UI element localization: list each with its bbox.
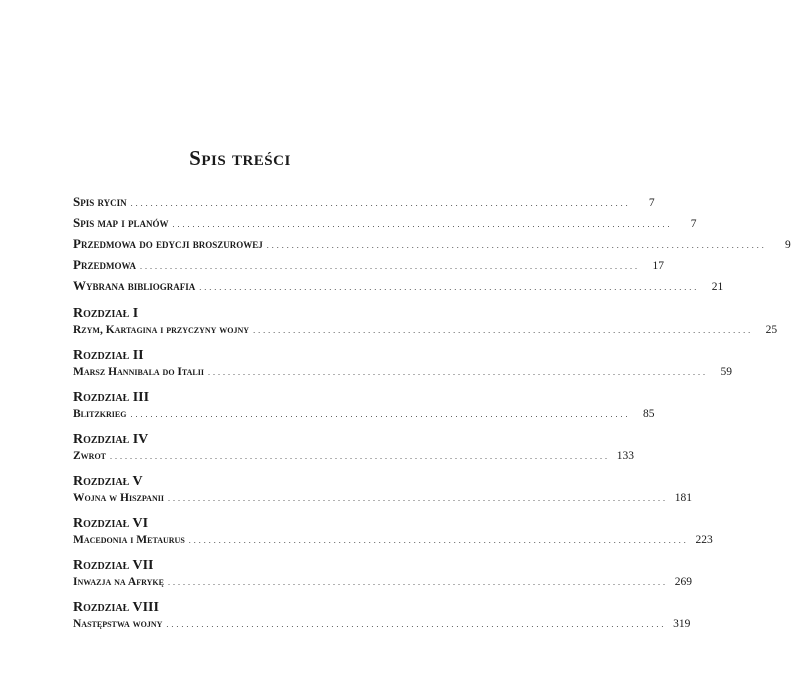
chapter-subtitle-line — [73, 364, 732, 381]
chapter-heading: Rozdział VII — [73, 558, 154, 573]
chapter-subtitle: Zwrot — [73, 450, 107, 462]
chapter-page: 181 — [674, 492, 692, 504]
chapter-heading: Rozdział IV — [73, 432, 149, 447]
chapter-entry — [73, 473, 692, 507]
chapter-subtitle-line — [73, 616, 691, 633]
chapter-heading: Rozdział II — [73, 348, 144, 363]
toc-entry-page: 7 — [690, 218, 697, 230]
chapter-heading: Rozdział I — [73, 306, 139, 321]
chapter-heading: Rozdział III — [73, 390, 150, 405]
chapter-subtitle: Macedonia i Metaurus — [73, 534, 185, 546]
toc-entry — [73, 234, 791, 255]
chapter-page: 269 — [674, 576, 692, 588]
chapter-entry — [73, 431, 635, 465]
chapter-page: 25 — [765, 324, 778, 336]
leader-dots: .................................................................................................... — [188, 536, 689, 545]
chapter-subtitle-line — [73, 406, 655, 423]
chapter-entry — [73, 599, 691, 633]
leader-dots: .................................................................................................... — [253, 326, 754, 335]
chapter-subtitle-line — [73, 574, 692, 591]
toc-entry-page: 21 — [711, 281, 724, 293]
leader-dots: .................................................................................................... — [166, 620, 667, 629]
chapter-page: 133 — [616, 450, 635, 462]
chapter-page: 319 — [673, 618, 691, 630]
leader-dots: .................................................................................................... — [266, 241, 767, 250]
leader-dots: .................................................................................................... — [110, 452, 611, 461]
page-title: Spis treści — [189, 146, 291, 170]
leader-dots: .................................................................................................... — [208, 368, 708, 377]
toc-entry-label: Spis map i planów — [73, 215, 169, 230]
toc-entry-page: 7 — [648, 197, 655, 209]
chapter-page: 85 — [642, 408, 655, 420]
toc-entry — [73, 213, 697, 234]
chapter-subtitle-line — [73, 448, 635, 465]
chapter-subtitle: Następstwa wojny — [73, 618, 163, 630]
leader-dots: .................................................................................................... — [130, 199, 631, 208]
toc-entry-label: Wybrana bibliografia — [73, 278, 196, 293]
chapter-entry — [73, 347, 732, 381]
toc-entry-label: Spis rycin — [73, 194, 127, 209]
leader-dots: .................................................................................................... — [139, 262, 640, 271]
toc-entry — [73, 255, 664, 276]
chapter-subtitle: Blitzkrieg — [73, 408, 127, 420]
chapter-page: 59 — [720, 366, 732, 378]
chapter-subtitle: Wojna w Hiszpanii — [73, 492, 164, 504]
chapter-subtitle-line — [73, 532, 713, 549]
chapter-subtitle: Rzym, Kartagina i przyczyny wojny — [73, 324, 250, 336]
table-of-contents — [73, 192, 791, 633]
chapter-entry — [73, 389, 655, 423]
leader-dots: .................................................................................................... — [172, 220, 673, 229]
leader-dots: .................................................................................................... — [167, 494, 668, 503]
leader-dots: .................................................................................................... — [130, 410, 631, 419]
chapter-entry — [73, 515, 713, 549]
leader-dots: .................................................................................................... — [199, 283, 700, 292]
chapter-heading: Rozdział VIII — [73, 600, 159, 615]
chapter-entry — [73, 305, 778, 339]
toc-entry — [73, 192, 655, 213]
toc-entry-page: 17 — [652, 260, 664, 272]
toc-entry-page: 9 — [784, 239, 791, 251]
chapter-heading: Rozdział VI — [73, 516, 149, 531]
toc-entry — [73, 276, 724, 297]
chapter-subtitle-line — [73, 490, 692, 507]
chapter-heading: Rozdział V — [73, 474, 143, 489]
leader-dots: .................................................................................................... — [167, 578, 668, 587]
chapter-subtitle-line — [73, 322, 778, 339]
chapter-page: 223 — [695, 534, 713, 546]
chapter-entry — [73, 557, 692, 591]
chapter-subtitle: Inwazja na Afrykę — [73, 576, 164, 588]
chapter-subtitle: Marsz Hannibala do Italii — [73, 366, 204, 378]
toc-entry-label: Przedmowa — [73, 257, 136, 272]
toc-entry-label: Przedmowa do edycji broszurowej — [73, 236, 263, 251]
